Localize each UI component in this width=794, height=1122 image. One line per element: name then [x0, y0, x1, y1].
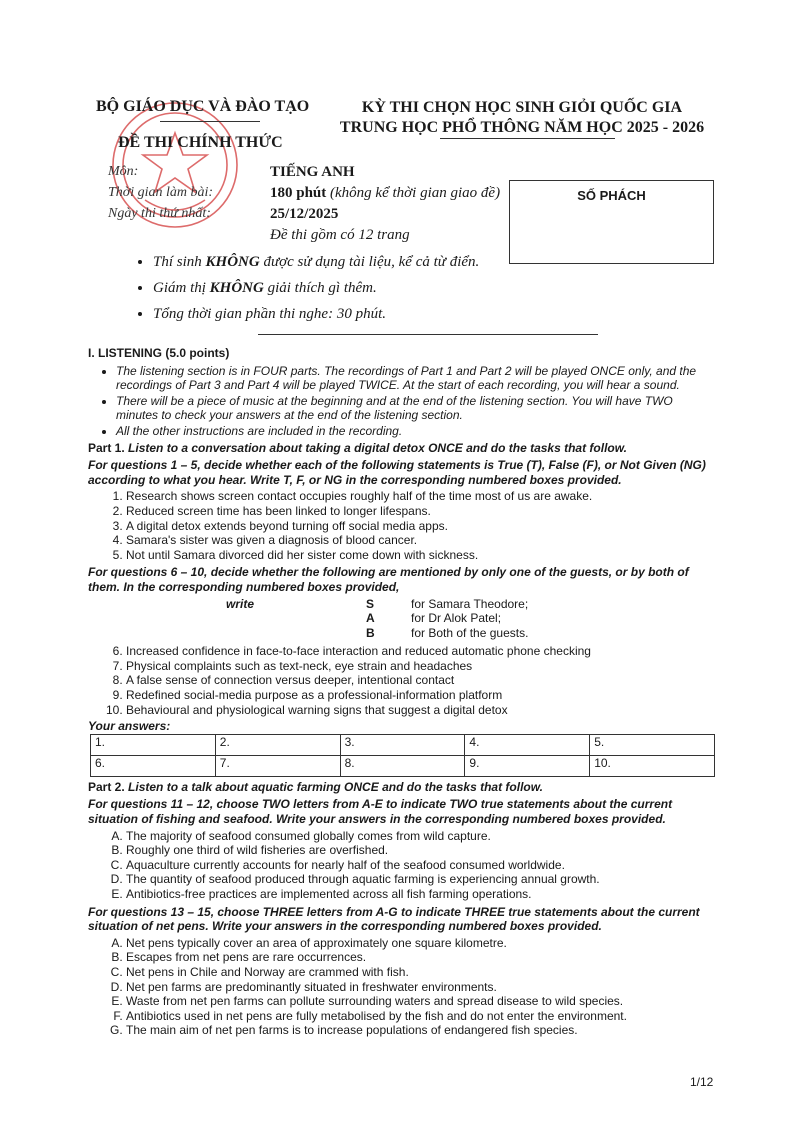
section-title: I. LISTENING (5.0 points) — [88, 346, 230, 360]
code-desc: for Both of the guests. — [411, 625, 529, 640]
questions-1-5 — [88, 489, 718, 562]
date-value: 25/12/2025 — [270, 206, 339, 222]
part2-q13-15-instructions: For questions 13 – 15, choose THREE letters from A-G to indicate THREE true statements about the current situation of net pens. Write your answers in the corresponding numbered boxes provided. — [88, 904, 700, 934]
page-number: 1/12 — [690, 1075, 714, 1089]
questions-13-15 — [88, 936, 718, 1038]
info-labels — [108, 164, 213, 227]
answer-row — [91, 755, 715, 776]
answer-cell[interactable]: 4. — [465, 734, 590, 755]
info-values — [270, 164, 500, 248]
rules-divider — [258, 334, 598, 335]
rule-item: • Thí sinh KHÔNG được sử dụng tài liệu, kể cả từ điển. — [153, 254, 479, 271]
code-letter: S — [366, 596, 375, 611]
time-label: Thời gian làm bài: — [108, 185, 214, 200]
option-item: C. Net pens in Chile and Norway are crammed with fish. — [126, 965, 718, 980]
part1-heading: Part 1. Listen to a conversation about taking a digital detox ONCE and do the tasks that follow. — [88, 440, 627, 455]
sophach-label: SỐ PHÁCH — [577, 188, 646, 203]
part2-q11-12-instructions: For questions 11 – 12, choose TWO letters from A-E to indicate TWO true statements about the current situation of fishing and seafood. Write your answers in the corresponding numbered boxes provided. — [88, 797, 673, 827]
exam-rules — [135, 254, 479, 332]
rule-item: • Giám thị KHÔNG giải thích gì thêm. — [153, 280, 479, 297]
instruction-item: • All the other instructions are included in the recording. — [116, 424, 718, 439]
answer-table — [90, 734, 715, 777]
question-item: 6. Increased confidence in face-to-face interaction and reduced automatic phone checking — [126, 644, 718, 659]
answer-cell[interactable]: 5. — [590, 734, 715, 755]
sophach-box — [509, 180, 714, 264]
answer-cell[interactable]: 7. — [215, 755, 340, 776]
subject-value: TIẾNG ANH — [270, 164, 355, 180]
exam-title-underline — [440, 138, 615, 139]
answer-cell[interactable]: 9. — [465, 755, 590, 776]
rule-item: • Tổng thời gian phần thi nghe: 30 phút. — [153, 306, 479, 323]
part2-heading: Part 2. Listen to a talk about aquatic farming ONCE and do the tasks that follow. — [88, 779, 543, 794]
option-item: D. Net pen farms are predominantly situated in freshwater environments. — [126, 980, 718, 995]
option-item: F. Antibiotics used in net pens are fully metabolised by the fish and do not enter the environment. — [126, 1009, 718, 1024]
date-label: Ngày thi thứ nhất: — [108, 206, 211, 221]
option-item: E. Antibiotics-free practices are implemented across all fish farming operations. — [126, 887, 718, 902]
answer-cell[interactable]: 1. — [91, 734, 216, 755]
option-item: A. Net pens typically cover an area of approximately one square kilometre. — [126, 936, 718, 951]
subject-label: Môn: — [108, 164, 139, 179]
option-item: G. The main aim of net pen farms is to increase populations of endangered fish species. — [126, 1023, 718, 1038]
listening-section — [88, 346, 718, 1040]
section-instructions — [88, 364, 718, 439]
answer-row — [91, 734, 715, 755]
option-item: E. Waste from net pen farms can pollute surrounding waters and spread disease to wild species. — [126, 994, 718, 1009]
questions-6-10 — [88, 644, 718, 717]
answer-cell[interactable]: 3. — [340, 734, 465, 755]
question-item: 3. A digital detox extends beyond turning off social media apps. — [126, 519, 718, 534]
option-item: B. Roughly one third of wild fisheries are overfished. — [126, 843, 718, 858]
question-item: 8. A false sense of connection versus deeper, intentional contact — [126, 673, 718, 688]
option-item: B. Escapes from net pens are rare occurrences. — [126, 950, 718, 965]
question-item: 5. Not until Samara divorced did her sister come down with sickness. — [126, 548, 718, 563]
question-item: 10. Behavioural and physiological warning signs that suggest a digital detox — [126, 703, 718, 718]
instruction-item: • There will be a piece of music at the beginning and at the end of the listening section. You will have TWO minutes to check your answers at the end of the listening section. — [116, 394, 718, 423]
official-label: ĐỀ THI CHÍNH THỨC — [118, 134, 283, 151]
answer-cell[interactable]: 10. — [590, 755, 715, 776]
time-note: (không kể thời gian giao đề) — [330, 185, 501, 201]
instruction-item: • The listening section is in FOUR parts. The recordings of Part 1 and Part 2 will be played ONCE only, and the recordings of Part 3 and Part 4 will be played TWICE. At the start of each recording, you will hear a sound. — [116, 364, 718, 393]
answer-cell[interactable]: 8. — [340, 755, 465, 776]
ministry-name: BỘ GIÁO DỤC VÀ ĐÀO TẠO — [96, 98, 310, 115]
part1-q6-10-instructions: For questions 6 – 10, decide whether the following are mentioned by only one of the guests, or by both of them. In the corresponding numbered boxes provided, — [88, 565, 689, 594]
code-letter: B — [366, 625, 375, 640]
code-legend — [88, 597, 718, 641]
option-item: C. Aquaculture currently accounts for nearly half of the seafood consumed worldwide. — [126, 858, 718, 873]
exam-title-line2: TRUNG HỌC PHỔ THÔNG NĂM HỌC 2025 - 2026 — [339, 119, 705, 136]
question-item: 2. Reduced screen time has been linked to longer lifespans. — [126, 504, 718, 519]
questions-11-12 — [88, 829, 718, 902]
code-letter: A — [366, 611, 375, 626]
time-value: 180 phút — [270, 185, 327, 201]
page-count: Đề thi gồm có 12 trang — [270, 227, 410, 243]
question-item: 4. Samara's sister was given a diagnosis of blood cancer. — [126, 533, 718, 548]
question-item: 7. Physical complaints such as text-neck, eye strain and headaches — [126, 659, 718, 674]
answer-cell[interactable]: 6. — [91, 755, 216, 776]
part1-q1-5-instructions: For questions 1 – 5, decide whether each of the following statements is True (T), False (F), or Not Given (NG) according to what you hear. Write T, F, or NG in the corresponding numbered boxes provided. — [88, 458, 706, 487]
code-desc: for Samara Theodore; — [411, 596, 529, 611]
answer-cell[interactable]: 2. — [215, 734, 340, 755]
answers-label: Your answers: — [88, 719, 171, 734]
exam-title-line1: KỲ THI CHỌN HỌC SINH GIỎI QUỐC GIA — [361, 99, 683, 116]
exam-title — [338, 98, 706, 138]
code-desc: for Dr Alok Patel; — [411, 611, 502, 626]
option-item: D. The quantity of seafood produced through aquatic farming is experiencing annual growth. — [126, 872, 718, 887]
option-item: A. The majority of seafood consumed globally comes from wild capture. — [126, 829, 718, 844]
ministry-underline — [160, 121, 260, 122]
question-item: 9. Redefined social-media purpose as a professional-information platform — [126, 688, 718, 703]
write-label: write — [226, 596, 255, 611]
question-item: 1. Research shows screen contact occupies roughly half of the time most of us are awake. — [126, 489, 718, 504]
